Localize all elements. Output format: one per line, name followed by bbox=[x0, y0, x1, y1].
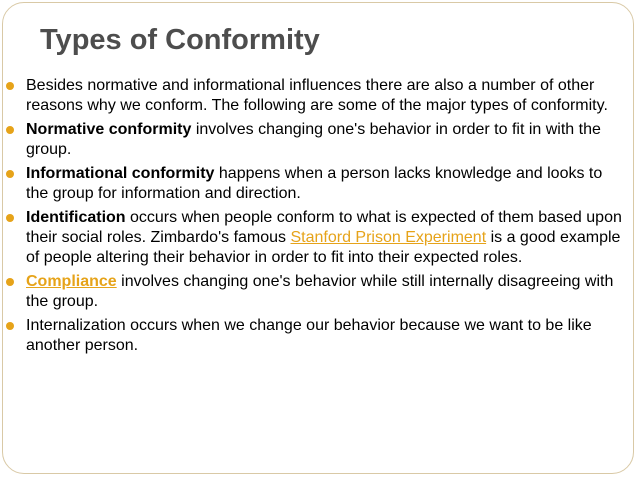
bullet-text: happens when a person lacks knowledge and looks to the group for information and direction. bbox=[26, 165, 603, 202]
bullet-text: occurs when people conform to what is expected of them based upon their social roles. Zimbardo's famous bbox=[26, 209, 622, 246]
bullet-dot-icon bbox=[6, 126, 14, 134]
bullet-dot-icon bbox=[6, 322, 14, 330]
bullet-item-compliance bbox=[6, 272, 624, 312]
bullet-term: Identification bbox=[26, 209, 126, 226]
bullet-text: involves changing one's behavior in order to fit in with the group. bbox=[26, 121, 601, 158]
bullet-item-internalization bbox=[6, 316, 624, 356]
bullet-item-intro bbox=[6, 76, 624, 116]
stanford-prison-experiment-link[interactable]: Stanford Prison Experiment bbox=[290, 229, 487, 246]
slide-title: Types of Conformity bbox=[40, 24, 320, 56]
bullet-list bbox=[6, 76, 624, 360]
bullet-term: Informational conformity bbox=[26, 165, 215, 182]
bullet-text-after: is a good example of people altering their behavior in order to fit into their expected roles. bbox=[26, 229, 621, 266]
bullet-term: Normative conformity bbox=[26, 121, 192, 138]
bullet-dot-icon bbox=[6, 214, 14, 222]
bullet-text: Internalization occurs when we change our behavior because we want to be like another person. bbox=[26, 317, 592, 354]
bullet-item-informational bbox=[6, 164, 624, 204]
bullet-text: Besides normative and informational influences there are also a number of other reasons why we conform. The following are some of the major types of conformity. bbox=[26, 77, 608, 114]
compliance-link[interactable]: Compliance bbox=[26, 273, 117, 290]
bullet-dot-icon bbox=[6, 82, 14, 90]
bullet-dot-icon bbox=[6, 170, 14, 178]
bullet-dot-icon bbox=[6, 278, 14, 286]
bullet-item-normative bbox=[6, 120, 624, 160]
bullet-text: involves changing one's behavior while still internally disagreeing with the group. bbox=[26, 273, 614, 310]
bullet-item-identification bbox=[6, 208, 624, 268]
